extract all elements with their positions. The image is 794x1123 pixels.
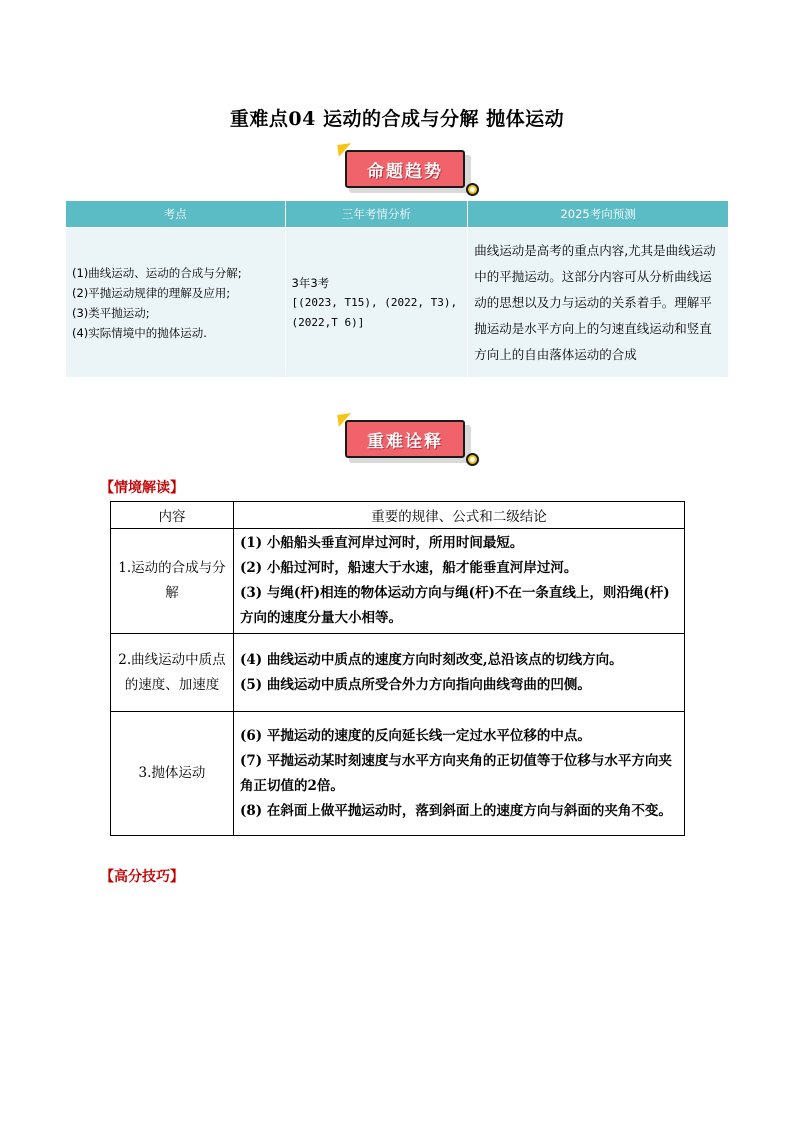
explain-banner: [345, 420, 471, 460]
key-topic: 2.曲线运动中质点的速度、加速度: [111, 634, 234, 712]
trend-topic-item: (4)实际情境中的抛体运动.: [72, 325, 207, 340]
key-point: (3) 与绳(杆)相连的物体运动方向与绳(杆)不在一条直线上，则沿绳(杆)方向的速度分量大小相等。: [240, 585, 670, 626]
trend-banner: [345, 150, 471, 190]
trend-header-topic: 考点: [66, 201, 286, 228]
flag-icon: [337, 143, 353, 157]
trend-header-forecast: 2025考向预测: [468, 201, 729, 228]
trend-table: [65, 200, 729, 378]
trend-analysis-count: 3年3考: [291, 275, 330, 290]
ring-icon: [466, 183, 479, 196]
key-point: (6) 平抛运动的速度的反向延长线一定过水平位移的中点。: [240, 727, 591, 744]
key-point: (5) 曲线运动中质点所受合外力方向指向曲线弯曲的凹侧。: [240, 676, 591, 693]
flag-icon: [337, 413, 353, 427]
key-points-table: [110, 501, 685, 836]
trend-analysis-ref: [(2023, T15), (2022, T3),: [291, 295, 458, 309]
trend-topics-cell: [66, 228, 286, 378]
ring-icon: [466, 453, 479, 466]
key-header-content: 内容: [111, 502, 234, 529]
trend-analysis-cell: [285, 228, 468, 378]
section-skills-label: 【高分技巧】: [100, 869, 184, 885]
key-point: (2) 小船过河时，船速大于水速，船才能垂直河岸过河。: [240, 560, 578, 576]
page-title: 重难点04 运动的合成与分解 抛体运动: [229, 108, 565, 130]
trend-topic-item: (3)类平抛运动;: [72, 305, 150, 320]
table-row: [111, 634, 685, 712]
key-header-rules: 重要的规律、公式和二级结论: [234, 502, 685, 529]
key-topic: 1.运动的合成与分解: [111, 529, 234, 634]
explain-banner-label: 重难诠释: [345, 420, 465, 458]
trend-forecast-cell: 曲线运动是高考的重点内容,尤其是曲线运动中的平抛运动。这部分内容可从分析曲线运动的思想以及力与运动的关系着手。理解平抛运动是水平方向上的匀速直线运动和竖直方向上的自由落体运动的合成: [468, 228, 729, 378]
trend-analysis-ref: (2022,T 6)]: [291, 315, 365, 329]
key-points-cell: [234, 634, 685, 712]
key-point: (7) 平抛运动某时刻速度与水平方向夹角的正切值等于位移与水平方向夹角正切值的2倍。: [240, 752, 672, 794]
trend-topic-item: (1)曲线运动、运动的合成与分解;: [72, 265, 242, 280]
section-situation-label: 【情境解读】: [100, 480, 184, 496]
trend-topic-item: (2)平抛运动规律的理解及应用;: [72, 285, 231, 300]
table-row: [111, 712, 685, 836]
key-point: (1) 小船船头垂直河岸过河时，所用时间最短。: [240, 535, 524, 551]
trend-header-analysis: 三年考情分析: [285, 201, 468, 228]
trend-banner-label: 命题趋势: [345, 150, 465, 188]
key-points-cell: [234, 529, 685, 634]
key-points-cell: [234, 712, 685, 836]
key-point: (8) 在斜面上做平抛运动时，落到斜面上的速度方向与斜面的夹角不变。: [240, 802, 672, 819]
table-row: [111, 529, 685, 634]
key-topic: 3.抛体运动: [111, 712, 234, 836]
key-point: (4) 曲线运动中质点的速度方向时刻改变,总沿该点的切线方向。: [240, 651, 623, 668]
